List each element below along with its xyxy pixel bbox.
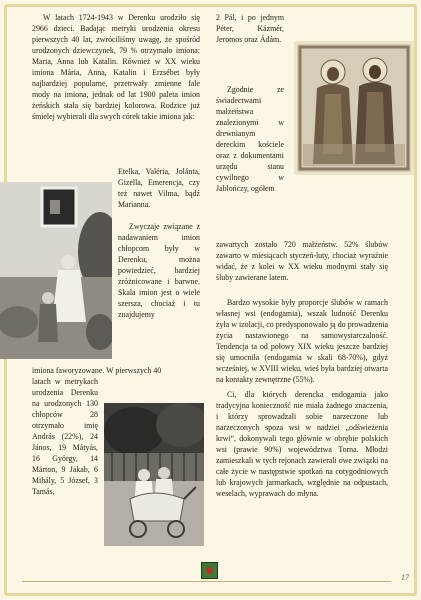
icon-painting-photo — [294, 41, 414, 175]
folk-ornament-icon — [201, 562, 218, 579]
children-pram-photo — [104, 403, 204, 546]
col2-paragraph-2-end: zawartych zostało 720 małżeństw. 52% ślubów zawarto w miesiącach styczeń-luty, chociaż wyraźnie widać, że z kolei w XX wieku modnymi stały się śluby zawierane latem. — [216, 240, 388, 283]
children-pram-image — [104, 403, 204, 546]
col1-paragraph-1: W latach 1724-1943 w Derenku urodziło się 2966 dzieci. Badając metryki urodzenia okresu pierwszych 40 lat, zwróciliśmy uwagę, że spośród urodzonych dziewczynek, 79 % otrzymało imiona: Maria, Anna lub Katalin. Również w XX wieku imiona Mária, Anna, Katalin i Erzsébet były najbardziej popularne, przetrwały zmienne fale mody na imiona, jednak od lat 1900 paleta imion żeńskich stała się bardziej kolorowa. Rodzice już śmielej wybierali dla swych córek takie imiona jak: — [32, 13, 200, 122]
col2-paragraph-3: Bardzo wysokie były proporcje ślubów w ramach własnej wsi (endogamia), wszak ludność Derenku żyła w izolacji, co predysponowało ją do prowadzenia życia nastawionego na samowystarczalność. Tendencja ta od połowy XIX wieku jeszcze bardziej się umocniła (endogamia w skali 68-70%), gdyż wcześniej, w XVIII wieku, wieś była bardziej otwarta na kontakty zewnętrzne (55%). — [216, 298, 388, 385]
col1-paragraph-2-end: latach w metrykach urodzenia Derenku na urodzonych 130 chłopców 28 otrzymało imię András (22%), 24 János, 19 Mátyás, 16 György, 14 Márton, 9 Jakab, 6 Mihály, 5 József, 3 Tamás, — [32, 377, 98, 497]
family-house-photo — [0, 182, 112, 359]
col2-paragraph-4: Ci, dla których derencka endogamia jako tradycyjna konieczność nie miała żadnego znaczenia, i którzy sprowadzali sobie narzeczone lub narzeczonych spoza wsi w nadziei „odświeżenia krwi”, dokonywali tego głównie w obrębie polskich wsi (prawie 90%) województwa Torna. Młodzi zamieszkali w tych rejonach zawierali owe związki na całe życie w następstwie spotkań na cotygodniowych lub krajowych jarmarkach, względnie na odpustach, weselach, wyprawach do młyna. — [216, 390, 388, 499]
col2-paragraph-2: Zgodnie ze świadectwami małżeństwa znalezionymi w drewnianym dereckim kościele oraz z dokumentami urzędu stanu cywilnego w Jablończy, ogółem — [216, 85, 284, 194]
icon-painting-image — [297, 44, 411, 172]
col2-paragraph-1: 2 Pál, i po jednym Péter, Kázmér, Jeromos oraz Ádám. — [216, 13, 284, 45]
page-number: 17 — [401, 573, 409, 582]
col1-paragraph-2: Zwyczaje związane z nadawaniem imion chłopcom były w Derenku, można powiedzieć, bardziej zróżnicowane i barwne. Skala imion jest o wiele szersza, chociaż i tu znajdujemy — [118, 222, 200, 320]
col1-paragraph-1-continued: Etelka, Valéria, Jolánta, Gizella, Emerencja, czy też nawet Vilma, bądź Marianna. — [118, 167, 200, 210]
family-house-image — [0, 182, 112, 359]
col1-paragraph-2-line: imiona faworyzowane. W pierwszych 40 — [32, 366, 162, 375]
footer-rule — [22, 581, 391, 582]
